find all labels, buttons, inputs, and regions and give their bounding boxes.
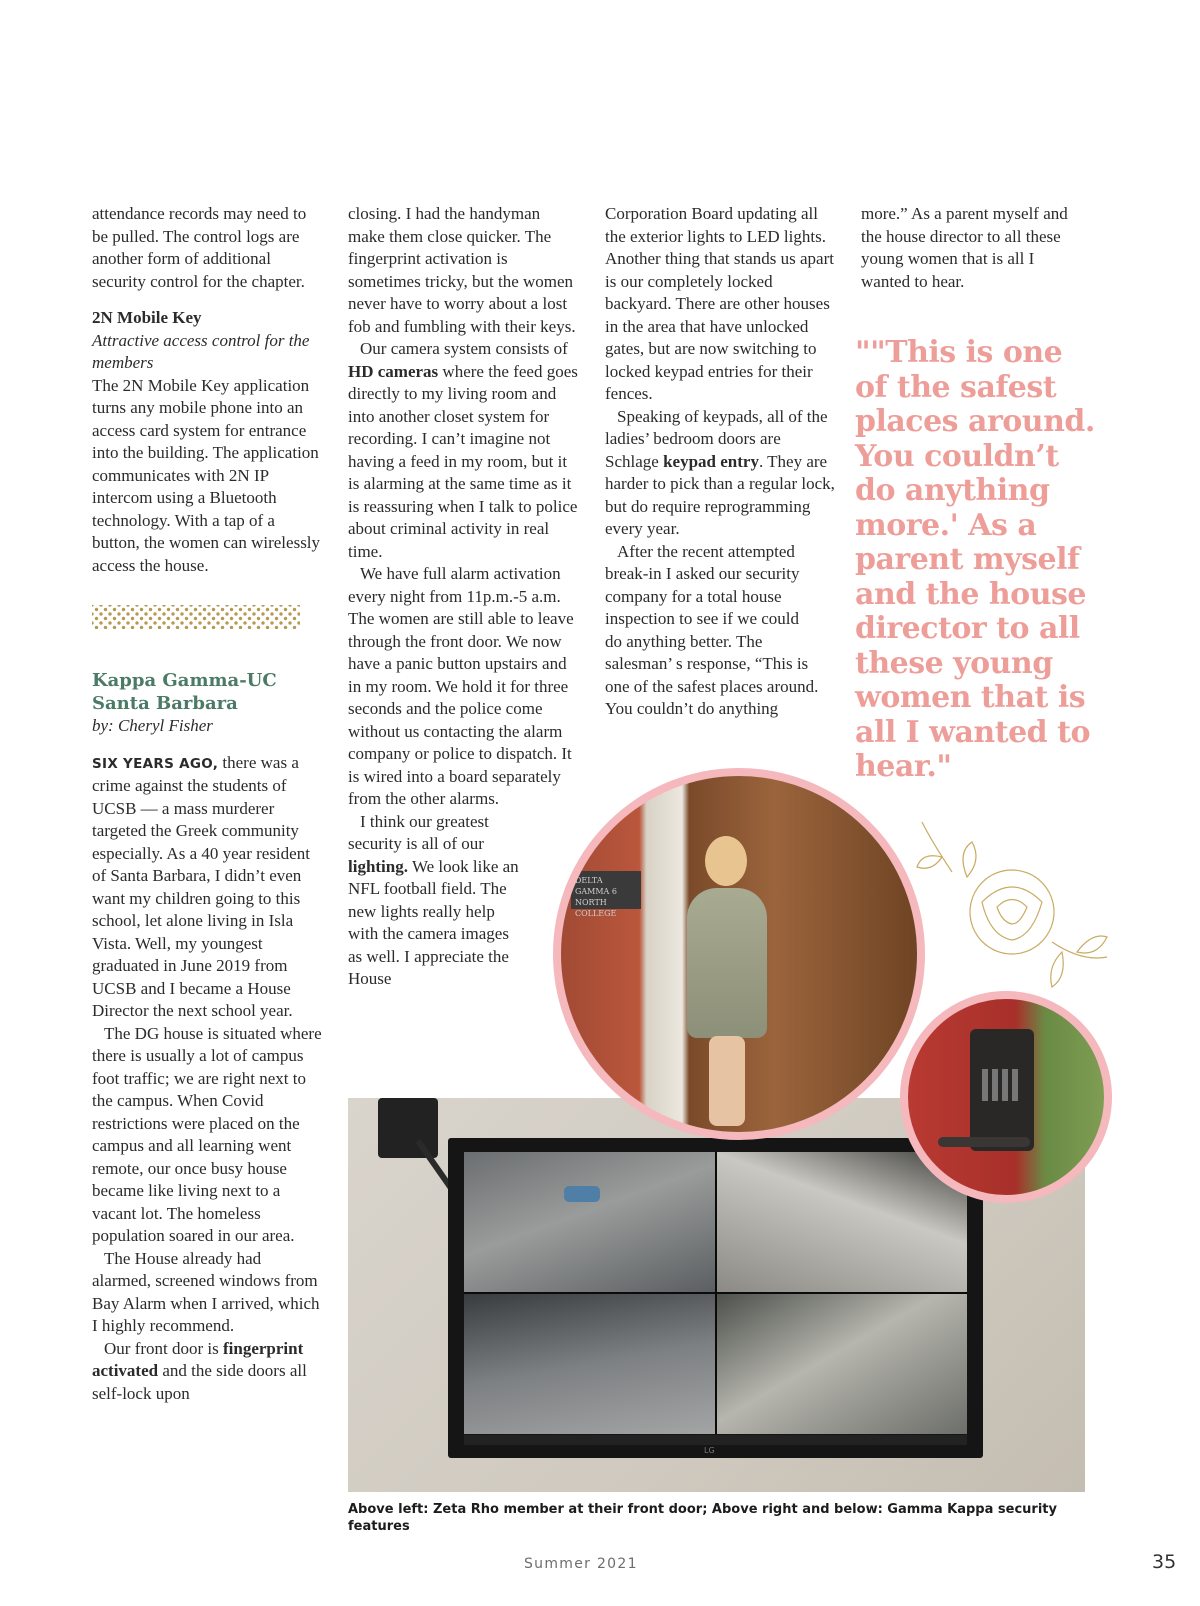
paragraph: After the recent attempted break-in I asked our security company for a total house inspection to see if we could do anything better. The salesman’ s response, “This is one of the safest places around. You couldn’t do anything bbox=[605, 541, 819, 718]
house-sign: DELTA GAMMA 6 NORTH COLLEGE bbox=[571, 871, 641, 909]
paragraph bbox=[92, 1338, 324, 1406]
paragraph bbox=[348, 338, 580, 563]
bold-phrase: HD cameras bbox=[348, 361, 439, 381]
paragraph: attendance records may need to be pulled. The control logs are another form of additional security control for the chapter. bbox=[92, 204, 307, 291]
leaf bbox=[1051, 952, 1064, 987]
paragraph-text: We look like an NFL football field. The new lights really help with the camera images as well. I appreciate the House bbox=[348, 856, 519, 988]
paragraph-text: I think our greatest security is all of our bbox=[348, 811, 489, 853]
lock-plate bbox=[970, 1029, 1034, 1151]
page-number: 35 bbox=[1152, 1551, 1177, 1573]
paragraph-text: Our front door is bbox=[104, 1338, 223, 1358]
paragraph: The DG house is situated where there is usually a lot of campus foot traffic; we are right next to the campus. When Covid restrictions were placed on the campus and all learning went remote, our once busy house became like living next to a vacant lot. The homeless population soared in our area. bbox=[92, 1023, 322, 1245]
paragraph: Corporation Board updating all the exterior lights to LED lights. Another thing that stands us apart is our completely locked backyard. There are other houses in the area that have unlocked gates, but are now switching to locked keypad entries for their fences. bbox=[605, 204, 834, 403]
rose-petal bbox=[982, 887, 1042, 940]
camera-feed bbox=[717, 1152, 968, 1292]
footer-issue: Summer 2021 bbox=[524, 1556, 638, 1572]
floral-line-art bbox=[912, 812, 1112, 1012]
head bbox=[705, 836, 747, 886]
pull-quote: ""This is one of the safest places around. You couldn’t do anything more.' As a parent myself and the house director to all these young women that is all I wanted to hear." bbox=[855, 335, 1095, 784]
paragraph bbox=[605, 406, 837, 541]
dvr-status-bar bbox=[464, 1435, 967, 1445]
article-column-4 bbox=[861, 203, 1086, 293]
photo-keypad-lock bbox=[900, 991, 1112, 1203]
article-column-2 bbox=[348, 203, 580, 991]
bold-phrase: keypad entry bbox=[663, 451, 759, 471]
leaf bbox=[1077, 936, 1107, 953]
paragraph-text: where the feed goes directly to my living room and into another closet system for recording. I can’t imagine not having a feed in my room, but it is alarming at the same time as it is reassuring when I talk to police about criminal activity in real time. bbox=[348, 361, 578, 561]
camera-grid bbox=[464, 1152, 967, 1434]
paragraph bbox=[92, 752, 324, 1023]
paragraph: closing. I had the handyman make them close quicker. The fingerprint activation is sometimes tricky, but the women never have to worry about a lost fob and fumbling with their keys. bbox=[348, 204, 576, 336]
stem bbox=[1052, 942, 1107, 958]
bold-phrase: lighting. bbox=[348, 856, 408, 876]
door-handle bbox=[938, 1137, 1030, 1147]
tv-monitor bbox=[448, 1138, 983, 1458]
paragraph bbox=[348, 811, 523, 991]
dotted-divider bbox=[92, 605, 300, 629]
byline: by: Cheryl Fisher bbox=[92, 716, 213, 735]
camera-feed bbox=[464, 1152, 715, 1292]
car bbox=[564, 1186, 600, 1202]
leaf bbox=[917, 856, 942, 869]
paragraph: The House already had alarmed, screened windows from Bay Alarm when I arrived, which I highly recommend. bbox=[92, 1248, 320, 1335]
paragraph-text: and the side doors all self-lock upon bbox=[92, 1361, 307, 1403]
camera-feed bbox=[464, 1294, 715, 1434]
stem bbox=[922, 822, 952, 872]
rose-outline bbox=[970, 870, 1054, 954]
tv-brand-logo: LG bbox=[704, 1446, 715, 1455]
dress bbox=[687, 888, 767, 1038]
paragraph: We have full alarm activation every night from 11p.m.-5 a.m. The women are still able to leave through the front door. We now have a panic button upstairs and in my room. We hold it for three seconds and the police come without us contacting the alarm company or police to dispatch. It is wired into a board separately from the other alarms. bbox=[348, 564, 574, 808]
section-title-line-1: Kappa Gamma-UC bbox=[92, 670, 277, 691]
leaf bbox=[963, 842, 976, 877]
paragraph-text: Our camera system consists of bbox=[360, 339, 568, 358]
camera-feed bbox=[717, 1294, 968, 1434]
member-figure bbox=[681, 836, 771, 1136]
subheading-mobile-key: 2N Mobile Key bbox=[92, 308, 202, 327]
section-title-line-2: Santa Barbara bbox=[92, 693, 238, 714]
article-column-1 bbox=[92, 203, 324, 1405]
article-column-3 bbox=[605, 203, 837, 721]
photo-caption: Above left: Zeta Rho member at their front door; Above right and below: Gamma Kappa security features bbox=[348, 1502, 1057, 1534]
photo-member-front-door bbox=[553, 768, 925, 1140]
kicker: SIX YEARS AGO, bbox=[92, 755, 219, 772]
bold-phrase: fingerprint activated bbox=[92, 1338, 304, 1380]
rose-petal bbox=[997, 900, 1027, 925]
wall-mount bbox=[378, 1098, 438, 1158]
paragraph-text: Speaking of keypads, all of the ladies’ bedroom doors are Schlage bbox=[605, 406, 828, 471]
paragraph: more.” As a parent myself and the house director to all these young women that is all I wanted to hear. bbox=[861, 204, 1068, 291]
subheading-tagline: Attractive access control for the members bbox=[92, 330, 310, 372]
paragraph-text: . They are harder to pick than a regular lock, but do require reprogramming every year. bbox=[605, 451, 835, 538]
keypad-icon bbox=[982, 1069, 1022, 1101]
paragraph-text: there was a crime against the students of UCSB — a mass murderer targeted the Greek community especially. As a 40 year resident of Santa Barbara, I didn’t even want my children going to this school, let alone living in Isla Vista. Well, my youngest graduated in June 2019 from UCSB and I became a House Director the next school year. bbox=[92, 752, 310, 1020]
legs bbox=[709, 1036, 745, 1126]
paragraph: The 2N Mobile Key application turns any mobile phone into an access card system for entrance into the building. The application communicates with 2N IP intercom using a Bluetooth technology. With a tap of a button, the women can wirelessly access the house. bbox=[92, 375, 321, 575]
